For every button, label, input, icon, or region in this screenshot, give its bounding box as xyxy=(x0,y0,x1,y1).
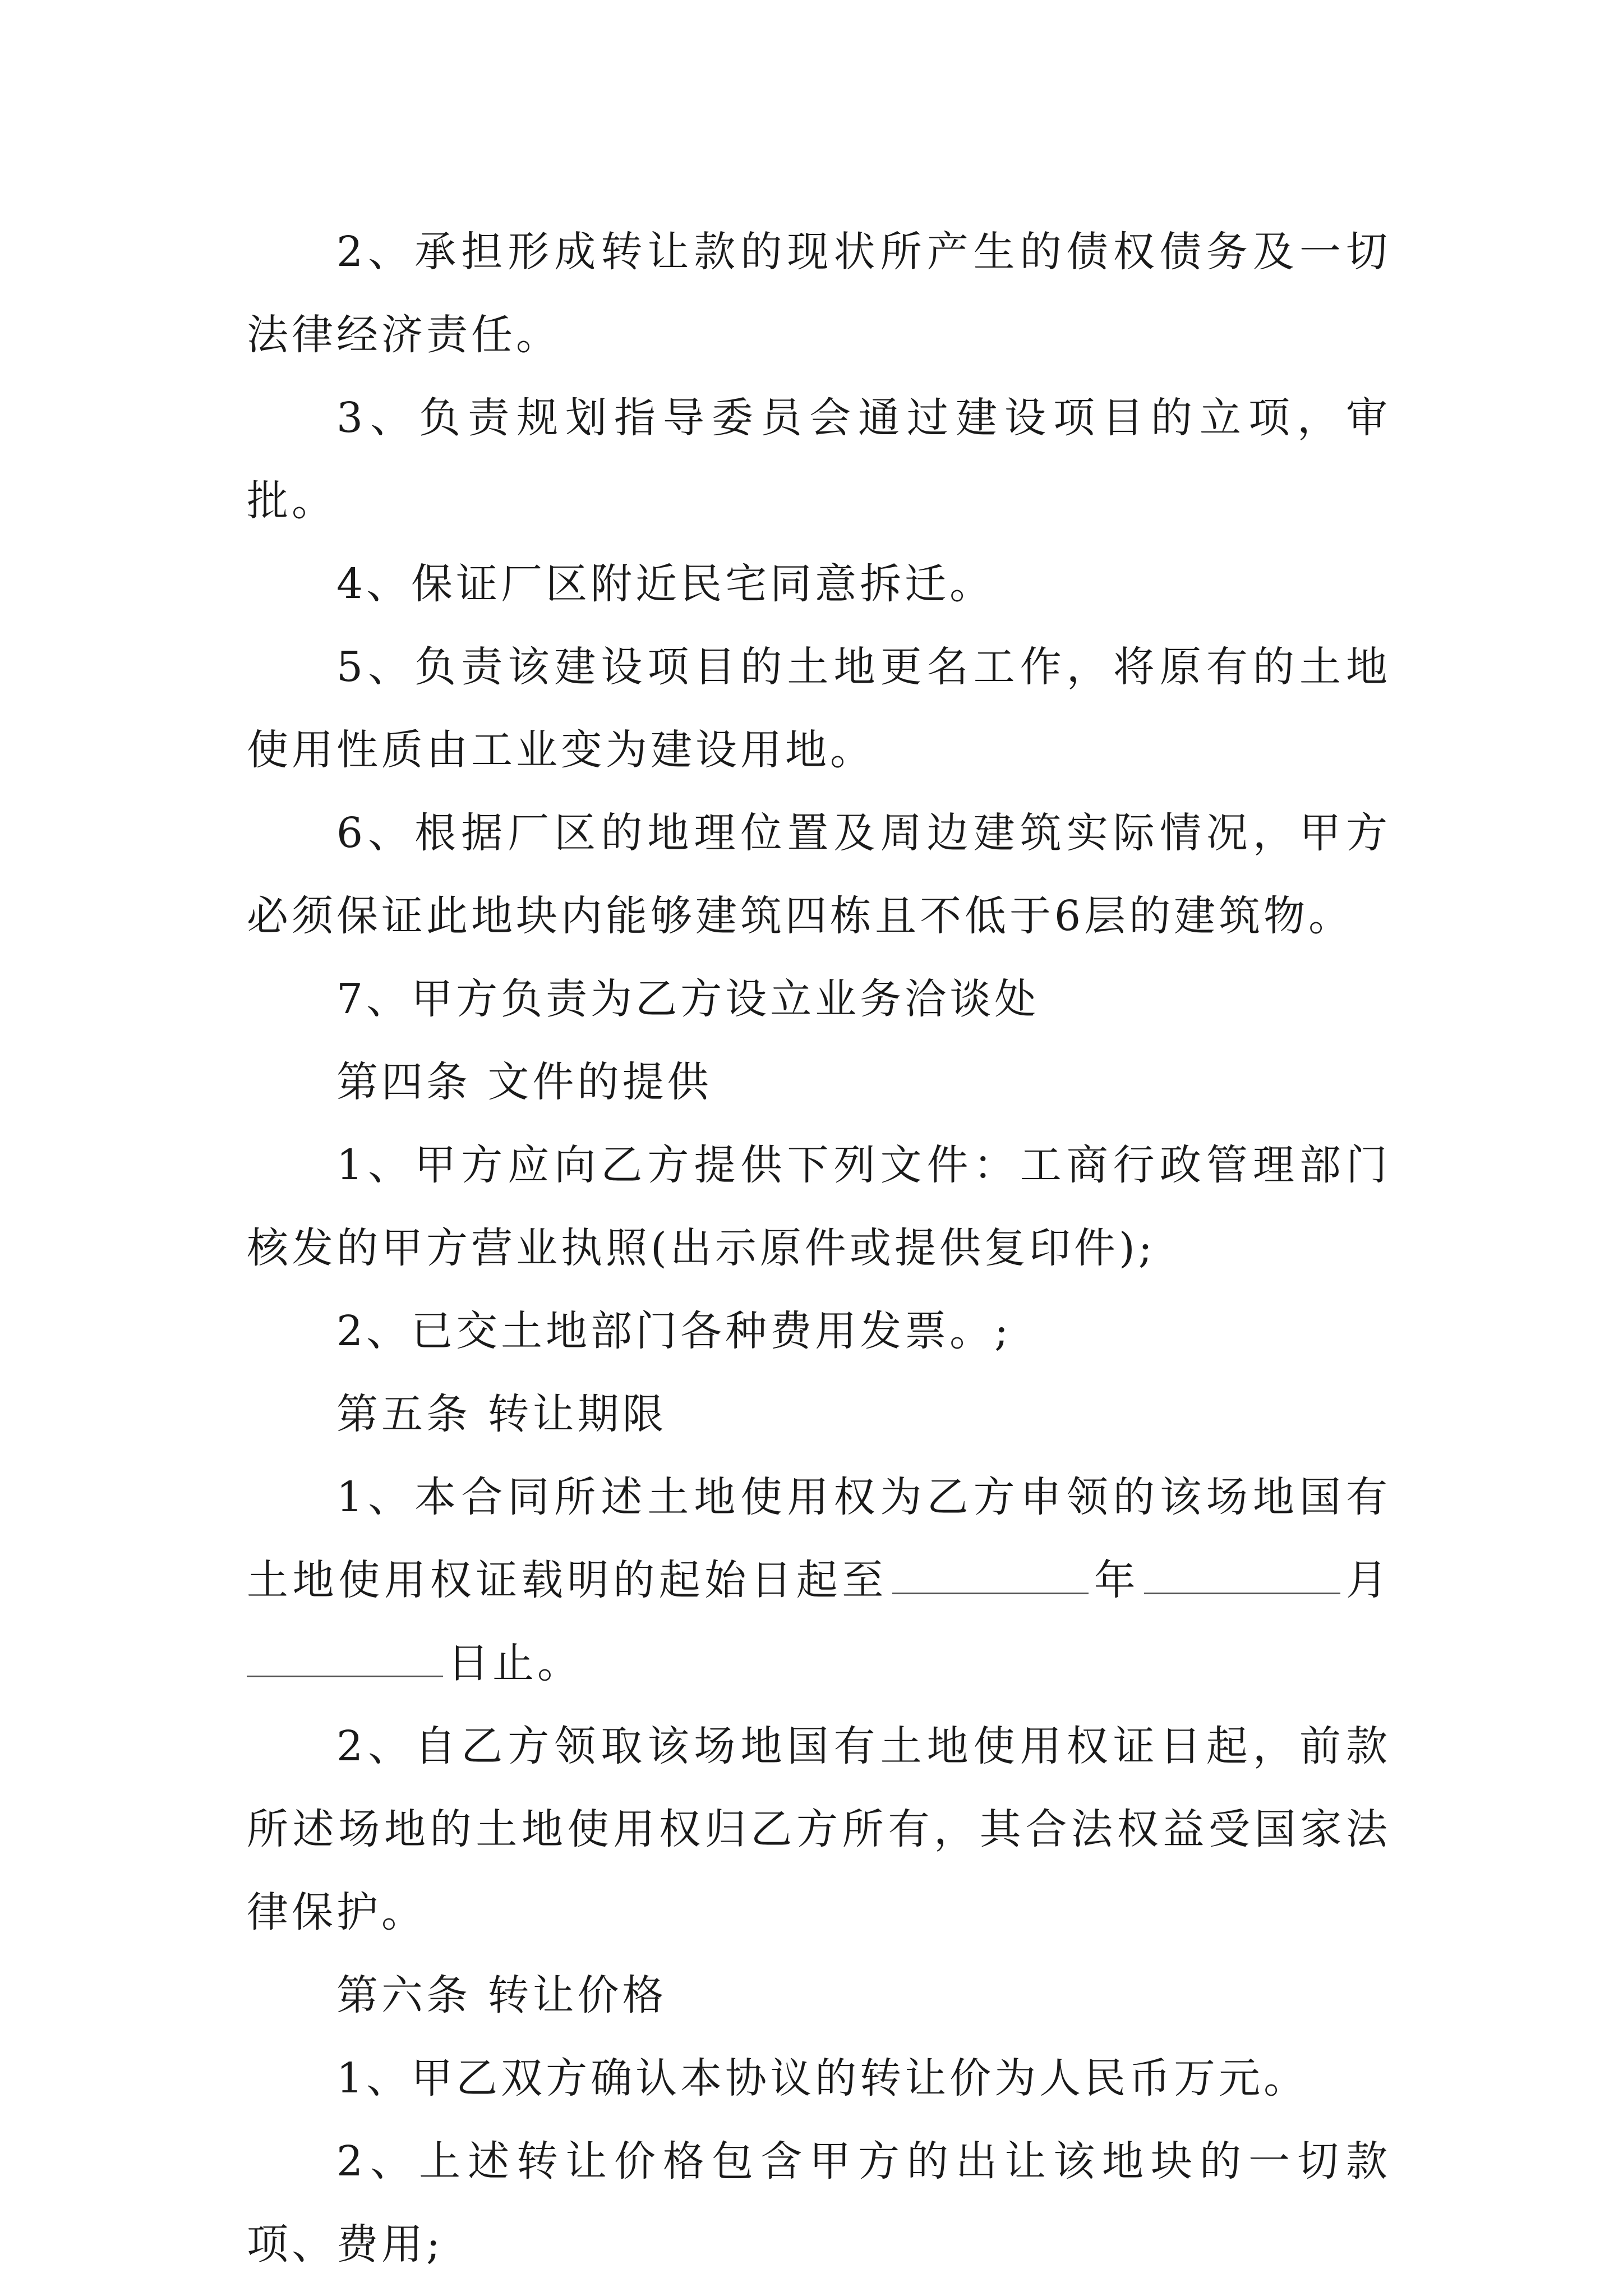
clause-item-4: 4、保证厂区附近民宅同意拆迁。 xyxy=(336,560,995,608)
article-4-item-1: 1、甲方应向乙方提供下列文件：工商行政管理部门核发的甲方营业执照(出示原件或提供复印件); xyxy=(247,1141,1391,1272)
article-5-item-1 xyxy=(247,1456,1391,1705)
clause-item-3: 3、负责规划指导委员会通过建设项目的立项，审批。 xyxy=(247,394,1391,525)
article-6-item-2: 2、上述转让价格包含甲方的出让该地块的一切款项、费用; xyxy=(247,2137,1391,2269)
term-text: 1、本合同所述土地使用权为乙方申领的该场地国有土地使用权证载明的起始日起至 xyxy=(247,1473,1391,1604)
clause-item-5: 5、负责该建设项目的土地更名工作，将原有的土地使用性质由工业变为建设用地。 xyxy=(247,643,1391,774)
day-end-text: 日止。 xyxy=(448,1639,582,1687)
year-label: 年 xyxy=(1093,1556,1140,1604)
article-5-heading: 第五条 转让期限 xyxy=(336,1390,667,1438)
clause-item-6: 6、根据厂区的地理位置及周边建筑实际情况，甲方必须保证此地块内能够建筑四栋且不低于6层的建筑物。 xyxy=(247,809,1391,940)
article-6-heading: 第六条 转让价格 xyxy=(336,1971,667,2019)
article-4-heading: 第四条 文件的提供 xyxy=(336,1058,712,1106)
year-blank xyxy=(892,1553,1089,1594)
clause-item-7: 7、甲方负责为乙方设立业务洽谈处 xyxy=(336,975,1040,1023)
article-6-item-1: 1、甲乙双方确认本协议的转让价为人民币万元。 xyxy=(336,2054,1309,2102)
month-label: 月 xyxy=(1345,1556,1391,1604)
document-body xyxy=(247,210,1391,2286)
day-blank xyxy=(247,1636,443,1677)
clause-item-2: 2、承担形成转让款的现状所产生的债权债务及一切法律经济责任。 xyxy=(247,228,1391,359)
article-5-item-2: 2、自乙方领取该场地国有土地使用权证日起，前款所述场地的土地使用权归乙方所有，其合法权益受国家法律保护。 xyxy=(247,1722,1391,1936)
month-blank xyxy=(1144,1553,1340,1594)
article-4-item-2: 2、已交土地部门各种费用发票。; xyxy=(336,1307,1012,1355)
